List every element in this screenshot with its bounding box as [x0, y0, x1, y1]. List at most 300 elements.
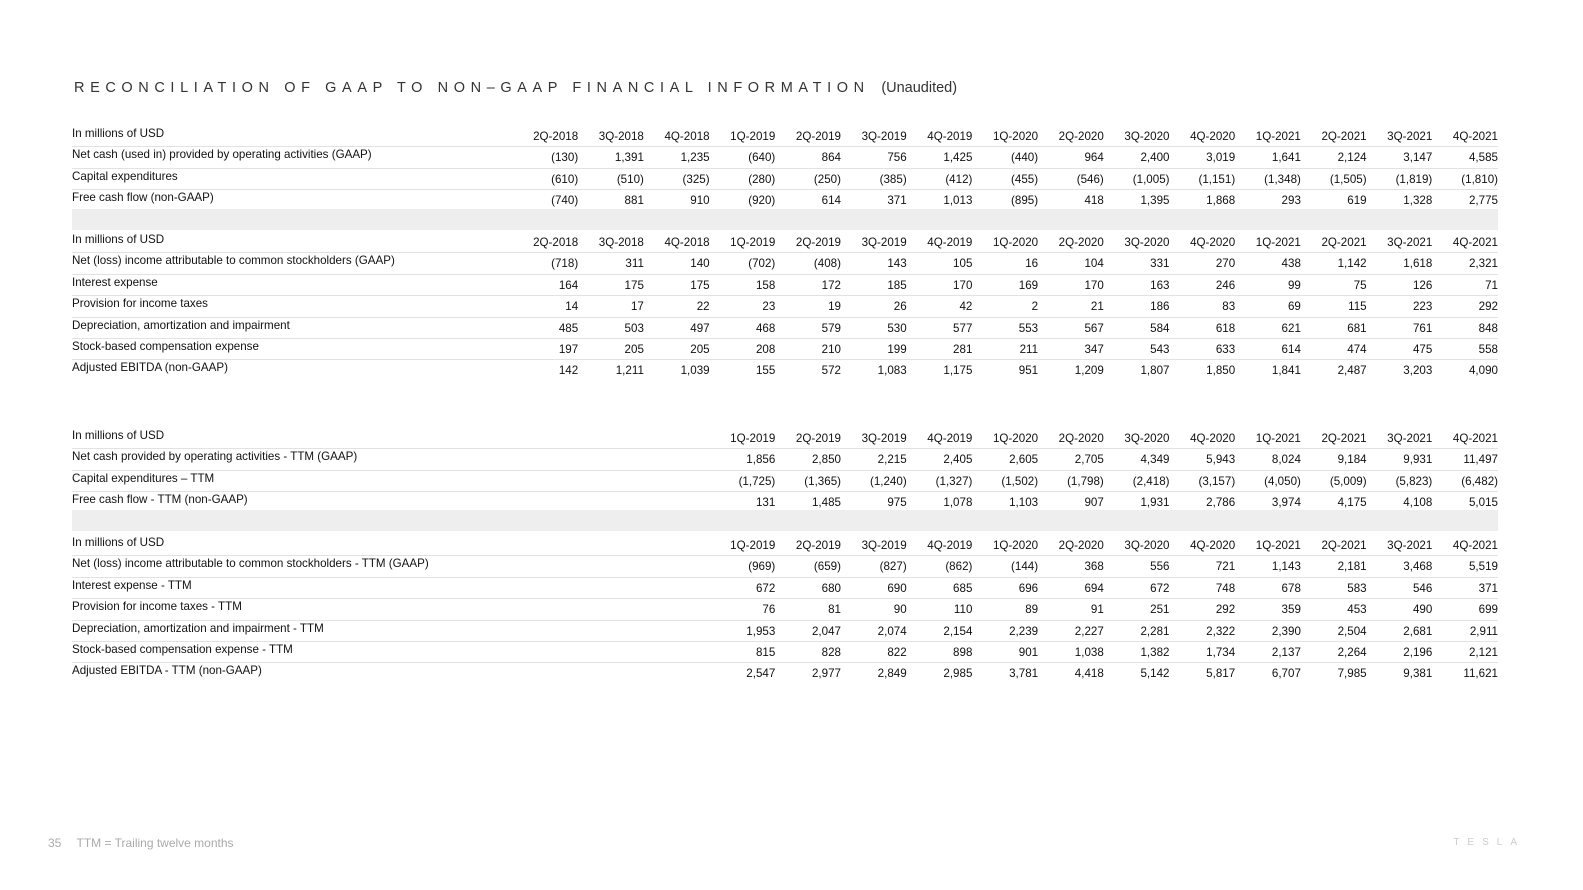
table-cell: 71 [1485, 278, 1498, 292]
column-header: 1Q-2019 [730, 539, 776, 552]
table-cell: 2,911 [1469, 624, 1498, 638]
table-cell: 619 [1347, 194, 1367, 208]
table-cell: (440) [1011, 151, 1039, 165]
table-cell: 105 [953, 257, 973, 271]
column-header: 2Q-2019 [795, 539, 841, 552]
table-cell: 1,083 [877, 364, 907, 378]
table-cell: 164 [558, 278, 579, 292]
table-cell: 155 [755, 364, 776, 378]
column-header: 1Q-2019 [730, 130, 776, 143]
table-cell: (385) [879, 172, 907, 186]
table-cell: 761 [1412, 321, 1433, 335]
table-cell: 907 [1084, 496, 1104, 510]
table-row [72, 599, 1498, 620]
table-cell: 16 [1025, 257, 1039, 271]
column-header: 4Q-2018 [664, 236, 710, 249]
column-header: 4Q-2020 [1190, 432, 1236, 445]
table-cell: 3,147 [1403, 151, 1433, 165]
table-cell: 81 [828, 603, 841, 617]
table-header-row [72, 535, 1498, 556]
column-header: 2Q-2021 [1321, 236, 1367, 249]
table-cell: (640) [748, 151, 776, 165]
table-cell: 2,154 [943, 624, 973, 638]
column-header: 3Q-2019 [861, 130, 907, 143]
table-cell: 579 [821, 321, 841, 335]
table-cell: 584 [1150, 321, 1170, 335]
table-cell: 1,211 [615, 364, 644, 378]
table-cell: 558 [1478, 342, 1498, 356]
row-label: Net (loss) income attributable to common stockholders (GAAP) [72, 254, 395, 268]
table-cell: 1,103 [1009, 496, 1039, 510]
table-cell: 1,382 [1140, 645, 1170, 659]
table-cell: 756 [887, 151, 907, 165]
table-cell: 211 [1019, 342, 1039, 356]
table-cell: 175 [624, 278, 644, 292]
fcf-table [72, 126, 1498, 212]
row-label: Provision for income taxes [72, 297, 208, 311]
table-cell: 2,400 [1140, 151, 1170, 165]
table-cell: (1,327) [935, 474, 973, 488]
table-cell: 331 [1150, 257, 1170, 271]
column-header: 1Q-2020 [992, 432, 1039, 445]
table-cell: 1,078 [943, 496, 973, 510]
table-cell: 1,850 [1206, 364, 1236, 378]
table-cell: (895) [1011, 194, 1039, 208]
table-row [72, 147, 1498, 168]
column-header: 3Q-2019 [861, 432, 907, 445]
table-cell: 197 [558, 342, 579, 356]
table-cell: 2,181 [1337, 560, 1367, 574]
table-cell: 672 [755, 581, 776, 595]
table-cell: 205 [624, 342, 644, 356]
table-cell: 2,239 [1009, 624, 1039, 638]
table-cell: (969) [748, 560, 776, 574]
table-cell: 140 [690, 257, 710, 271]
table-cell: 2,281 [1140, 624, 1170, 638]
column-header: 2Q-2019 [795, 236, 841, 249]
table-cell: 143 [887, 257, 907, 271]
table-cell: 11,621 [1463, 667, 1498, 681]
table-cell: 26 [893, 300, 907, 314]
table-cell: (130) [551, 151, 579, 165]
table-cell: (827) [879, 560, 907, 574]
table-cell: 2,215 [877, 453, 907, 467]
table-cell: 1,485 [811, 496, 841, 510]
row-label: Interest expense - TTM [72, 578, 192, 592]
table-cell: 205 [690, 342, 710, 356]
table-cell: 91 [1090, 603, 1104, 617]
table-cell: 7,985 [1337, 667, 1367, 681]
table-cell: 170 [953, 278, 973, 292]
table-cell: (659) [813, 560, 841, 574]
column-header: 4Q-2018 [664, 130, 710, 143]
table-cell: 1,953 [746, 624, 776, 638]
table-cell: 910 [690, 194, 710, 208]
table-cell: 142 [558, 364, 579, 378]
table-cell: 1,013 [943, 194, 973, 208]
column-header: 3Q-2021 [1387, 432, 1433, 445]
table-cell: (1,348) [1264, 172, 1301, 186]
table-cell: 9,184 [1337, 453, 1367, 467]
table-cell: 5,519 [1468, 560, 1498, 574]
table-cell: (1,810) [1461, 172, 1498, 186]
table-row [72, 578, 1498, 599]
table-cell: (546) [1076, 172, 1104, 186]
table-cell: 583 [1347, 581, 1367, 595]
table-cell: 292 [1215, 603, 1236, 617]
table-cell: 4,418 [1074, 667, 1104, 681]
table-cell: (4,050) [1264, 474, 1301, 488]
column-header: 3Q-2020 [1124, 432, 1170, 445]
column-header: 1Q-2020 [992, 539, 1039, 552]
row-label: Net (loss) income attributable to common stockholders - TTM (GAAP) [72, 557, 429, 571]
table-cell: (5,009) [1329, 474, 1367, 488]
table-cell: 2,504 [1337, 624, 1367, 638]
table-cell: 169 [1018, 278, 1039, 292]
table-cell: 371 [887, 194, 907, 208]
table-header-row [72, 232, 1498, 253]
table-cell: 2,705 [1074, 453, 1104, 467]
table-cell: (862) [945, 560, 973, 574]
column-header: 4Q-2020 [1190, 539, 1236, 552]
table-cell: 22 [696, 300, 710, 314]
table-cell: 11,497 [1463, 453, 1498, 467]
footnote: TTM = Trailing twelve months [76, 836, 234, 850]
table-cell: 2,196 [1403, 645, 1433, 659]
table-cell: 678 [1281, 581, 1301, 595]
table-cell: 1,641 [1271, 151, 1301, 165]
table-row [72, 339, 1498, 360]
table-header-row [72, 126, 1498, 147]
column-header: 3Q-2021 [1387, 236, 1433, 249]
table-cell: 898 [953, 645, 973, 659]
table-cell: 748 [1215, 581, 1236, 595]
column-header: 1Q-2021 [1255, 130, 1301, 143]
column-header: 3Q-2021 [1387, 539, 1433, 552]
column-header: 4Q-2019 [927, 130, 973, 143]
table-cell: 2,321 [1468, 257, 1498, 271]
column-header: 4Q-2019 [927, 432, 973, 445]
table-cell: (3,157) [1198, 474, 1236, 488]
row-label: Free cash flow - TTM (non-GAAP) [72, 493, 248, 507]
row-label: Stock-based compensation expense - TTM [72, 642, 293, 656]
table-cell: 721 [1215, 560, 1236, 574]
column-header: 4Q-2021 [1452, 432, 1498, 445]
table-header-label: In millions of USD [72, 233, 165, 246]
table-cell: 828 [821, 645, 841, 659]
logo-watermark: TESLA [1453, 837, 1525, 848]
table-cell: 2,487 [1337, 364, 1367, 378]
table-cell: 2,227 [1074, 624, 1104, 638]
row-label: Provision for income taxes - TTM [72, 600, 242, 614]
table-cell: 567 [1084, 321, 1104, 335]
table-header-row [72, 428, 1498, 449]
table-cell: 23 [762, 300, 776, 314]
table-cell: 14 [565, 300, 579, 314]
table-cell: 2,985 [943, 667, 973, 681]
table-cell: 2,849 [877, 667, 907, 681]
column-header: 3Q-2019 [861, 236, 907, 249]
table-cell: 246 [1215, 278, 1236, 292]
table-cell: 1,807 [1140, 364, 1170, 378]
ebitda-table [72, 232, 1498, 382]
column-header: 2Q-2020 [1058, 432, 1104, 445]
table-cell: 89 [1025, 603, 1039, 617]
table-cell: 543 [1150, 342, 1170, 356]
table-cell: 223 [1412, 300, 1433, 314]
table-cell: 672 [1150, 581, 1170, 595]
table-cell: 186 [1150, 300, 1170, 314]
column-header: 1Q-2021 [1255, 236, 1301, 249]
table-cell: 3,468 [1403, 560, 1433, 574]
row-label: Capital expenditures – TTM [72, 471, 215, 485]
table-cell: 9,381 [1403, 667, 1433, 681]
table-cell: 546 [1412, 581, 1433, 595]
table-cell: 474 [1347, 342, 1367, 356]
table-cell: 2,977 [811, 667, 841, 681]
table-cell: 1,175 [943, 364, 973, 378]
table-cell: (455) [1011, 172, 1039, 186]
table-cell: 2,850 [811, 453, 841, 467]
table-cell: 2,264 [1337, 645, 1367, 659]
table-cell: 2,605 [1009, 453, 1039, 467]
column-header: 1Q-2019 [730, 432, 776, 445]
table-cell: 822 [887, 645, 907, 659]
table-cell: (1,725) [738, 474, 776, 488]
table-row [72, 471, 1498, 492]
title-text: RECONCILIATION OF GAAP TO NON–GAAP FINANCIAL INFORMATION [74, 80, 870, 96]
table-cell: 556 [1150, 560, 1170, 574]
column-header: 3Q-2019 [861, 539, 907, 552]
table-cell: 975 [887, 496, 907, 510]
column-header: 2Q-2019 [795, 432, 841, 445]
table-cell: 577 [953, 321, 973, 335]
table-cell: 901 [1018, 645, 1039, 659]
table-cell: 4,585 [1468, 151, 1498, 165]
table-cell: (1,151) [1198, 172, 1236, 186]
table-cell: (1,240) [869, 474, 907, 488]
column-header: 1Q-2020 [992, 236, 1039, 249]
column-header: 3Q-2018 [598, 236, 644, 249]
table-cell: 503 [624, 321, 644, 335]
table-cell: 1,038 [1074, 645, 1104, 659]
row-label: Interest expense [72, 275, 158, 289]
column-header: 4Q-2019 [927, 236, 973, 249]
table-header-label: In millions of USD [72, 536, 165, 549]
table-cell: 699 [1478, 603, 1498, 617]
table-cell: 696 [1018, 581, 1039, 595]
table-cell: 1,931 [1140, 496, 1170, 510]
column-header: 2Q-2021 [1321, 130, 1367, 143]
table-row [72, 253, 1498, 274]
table-cell: 621 [1281, 321, 1301, 335]
column-header: 3Q-2021 [1387, 130, 1433, 143]
table-cell: 90 [893, 603, 907, 617]
table-cell: (325) [682, 172, 710, 186]
table-cell: 553 [1018, 321, 1039, 335]
table-cell: (6,482) [1461, 474, 1498, 488]
table-cell: 347 [1084, 342, 1104, 356]
table-cell: 2,074 [877, 624, 907, 638]
table-cell: 251 [1150, 603, 1170, 617]
table-row [72, 318, 1498, 339]
table-cell: 2,137 [1271, 645, 1301, 659]
table-cell: (408) [813, 257, 841, 271]
table-cell: 475 [1412, 342, 1433, 356]
table-cell: 614 [1281, 342, 1301, 356]
table-cell: (1,505) [1329, 172, 1367, 186]
table-cell: 368 [1084, 560, 1104, 574]
table-cell: (144) [1011, 560, 1039, 574]
column-header: 1Q-2021 [1255, 432, 1301, 445]
table-cell: 208 [755, 342, 776, 356]
table-cell: 371 [1478, 581, 1498, 595]
table-cell: 2,405 [943, 453, 973, 467]
table-cell: 485 [558, 321, 579, 335]
table-cell: 210 [821, 342, 841, 356]
table-cell: (280) [748, 172, 776, 186]
table-cell: 1,143 [1271, 560, 1301, 574]
table-cell: (2,418) [1132, 474, 1170, 488]
table-cell: 281 [953, 342, 973, 356]
table-cell: 9,931 [1403, 453, 1433, 467]
column-header: 3Q-2020 [1124, 236, 1170, 249]
table-cell: 292 [1478, 300, 1498, 314]
table-cell: 115 [1348, 300, 1367, 314]
table-cell: 185 [887, 278, 907, 292]
column-header: 4Q-2021 [1452, 539, 1498, 552]
table-row [72, 642, 1498, 663]
table-cell: 1,734 [1206, 645, 1236, 659]
table-row [72, 296, 1498, 317]
table-cell: 1,209 [1074, 364, 1104, 378]
table-header-label: In millions of USD [72, 429, 165, 442]
table-cell: 175 [690, 278, 710, 292]
table-cell: 438 [1281, 257, 1301, 271]
table-cell: 4,108 [1403, 496, 1433, 510]
table-cell: 2,047 [811, 624, 841, 638]
table-cell: 1,618 [1403, 257, 1433, 271]
column-header: 2Q-2021 [1321, 539, 1367, 552]
row-label: Free cash flow (non-GAAP) [72, 191, 214, 205]
column-header: 2Q-2021 [1321, 432, 1367, 445]
table-row [72, 169, 1498, 190]
table-cell: 815 [755, 645, 776, 659]
row-label: Net cash (used in) provided by operating activities (GAAP) [72, 148, 372, 162]
table-cell: 3,974 [1271, 496, 1301, 510]
table-cell: 126 [1412, 278, 1433, 292]
table-cell: 2,547 [746, 667, 776, 681]
table-cell: 17 [630, 300, 644, 314]
row-label: Depreciation, amortization and impairment [72, 318, 290, 332]
table-cell: 964 [1084, 151, 1104, 165]
table-cell: 99 [1287, 278, 1301, 292]
column-header: 2Q-2018 [533, 130, 579, 143]
table-cell: 42 [959, 300, 973, 314]
table-cell: 1,868 [1206, 194, 1236, 208]
column-header: 4Q-2021 [1452, 130, 1498, 143]
table-cell: (1,819) [1395, 172, 1433, 186]
table-cell: (1,365) [804, 474, 841, 488]
table-cell: 3,019 [1206, 151, 1236, 165]
table-cell: 2 [1031, 300, 1039, 314]
table-cell: 75 [1353, 278, 1367, 292]
table-cell: 1,425 [943, 151, 973, 165]
table-cell: 572 [821, 364, 841, 378]
column-header: 1Q-2019 [730, 236, 776, 249]
row-label: Adjusted EBITDA - TTM (non-GAAP) [72, 664, 262, 678]
table-cell: 104 [1084, 257, 1104, 271]
column-header: 1Q-2020 [992, 130, 1039, 143]
row-label: Net cash provided by operating activities - TTM (GAAP) [72, 450, 358, 464]
table-cell: (920) [748, 194, 776, 208]
column-header: 3Q-2018 [598, 130, 644, 143]
column-header: 2Q-2020 [1058, 130, 1104, 143]
table-cell: 170 [1084, 278, 1104, 292]
table-cell: 418 [1084, 194, 1104, 208]
table-cell: 2,124 [1337, 151, 1367, 165]
table-cell: (1,798) [1067, 474, 1104, 488]
table-cell: 685 [953, 581, 973, 595]
table-cell: 2,390 [1271, 624, 1301, 638]
table-cell: 270 [1215, 257, 1236, 271]
table-row [72, 663, 1498, 684]
table-cell: 1,391 [614, 151, 644, 165]
table-cell: 2,775 [1468, 194, 1498, 208]
column-header: 2Q-2019 [795, 130, 841, 143]
table-cell: 131 [755, 496, 776, 510]
table-cell: 6,707 [1271, 667, 1301, 681]
table-cell: 2,681 [1403, 624, 1433, 638]
table-cell: 1,142 [1337, 257, 1367, 271]
table-cell: 311 [625, 257, 644, 271]
table-row [72, 621, 1498, 642]
footer [48, 836, 234, 850]
column-header: 1Q-2021 [1255, 539, 1301, 552]
table-row [72, 556, 1498, 577]
table-cell: 681 [1347, 321, 1367, 335]
table-cell: 3,203 [1403, 364, 1433, 378]
page-title [74, 80, 957, 96]
table-cell: 1,395 [1140, 194, 1170, 208]
column-header: 2Q-2018 [533, 236, 579, 249]
table-cell: (702) [748, 257, 776, 271]
row-label: Capital expenditures [72, 169, 178, 183]
table-cell: 618 [1215, 321, 1236, 335]
table-cell: 5,817 [1206, 667, 1236, 681]
row-label: Depreciation, amortization and impairment - TTM [72, 621, 324, 635]
row-label: Adjusted EBITDA (non-GAAP) [72, 361, 228, 375]
table-cell: 468 [755, 321, 776, 335]
table-cell: 5,142 [1140, 667, 1170, 681]
table-separator [72, 209, 1498, 230]
table-cell: 1,856 [746, 453, 776, 467]
fcf-ttm-table [72, 428, 1498, 514]
table-header-label: In millions of USD [72, 127, 165, 140]
column-header: 4Q-2020 [1190, 130, 1236, 143]
table-cell: (740) [551, 194, 579, 208]
table-cell: 530 [887, 321, 907, 335]
table-cell: 172 [821, 278, 841, 292]
table-cell: 2,322 [1206, 624, 1236, 638]
table-cell: 864 [821, 151, 841, 165]
table-cell: 1,039 [680, 364, 710, 378]
column-header: 4Q-2021 [1452, 236, 1498, 249]
table-row [72, 275, 1498, 296]
table-cell: (250) [813, 172, 841, 186]
table-cell: 5,943 [1206, 453, 1236, 467]
table-cell: 3,781 [1009, 667, 1039, 681]
